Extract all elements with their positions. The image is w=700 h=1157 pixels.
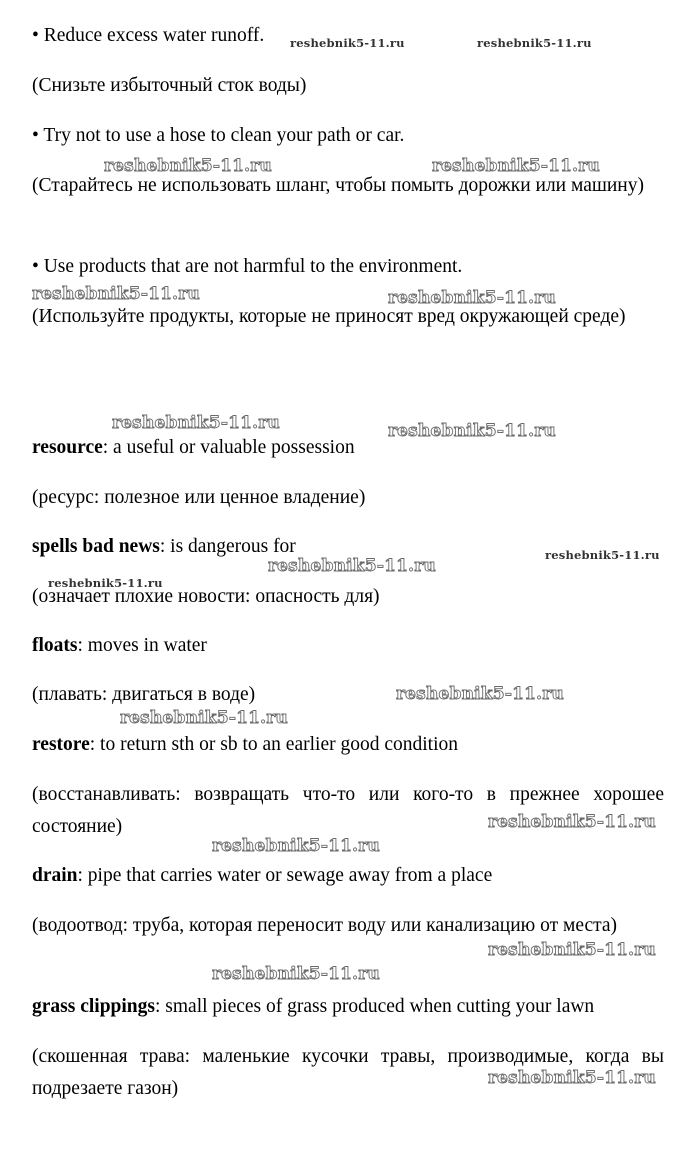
glossary-translation-floats: (плавать: двигаться в воде) xyxy=(32,684,256,705)
bullet-3-translation: (Используйте продукты, которые не приносят вред окружающей среде) xyxy=(32,306,626,327)
watermark: reshebnik5-11.ru xyxy=(488,1068,656,1088)
watermark: reshebnik5-11.ru xyxy=(396,684,564,704)
watermark: reshebnik5-11.ru xyxy=(32,284,200,304)
glossary-term: resource xyxy=(32,437,103,458)
bullet-2-text: • Try not to use a hose to clean your path or car. xyxy=(32,125,405,146)
glossary-definition: : to return sth or sb to an earlier good condition xyxy=(89,734,459,755)
watermark: reshebnik5-11.ru xyxy=(112,413,280,433)
glossary-entry-grass-clippings xyxy=(32,991,594,1023)
glossary-definition: : is dangerous for xyxy=(159,536,296,557)
glossary-translation-drain: (водоотвод: труба, которая переносит воду или канализацию от места) xyxy=(32,915,618,936)
bullet-1-text: • Reduce excess water runoff. xyxy=(32,25,265,46)
watermark: reshebnik5-11.ru xyxy=(120,708,288,728)
glossary-entry-resource xyxy=(32,432,355,464)
glossary-entry-floats xyxy=(32,630,207,662)
watermark: reshebnik5-11.ru xyxy=(388,421,556,441)
glossary-entry-spells-bad-news xyxy=(32,531,296,563)
watermark: reshebnik5-11.ru xyxy=(477,36,592,50)
glossary-definition: : a useful or valuable possession xyxy=(102,437,355,458)
watermark: reshebnik5-11.ru xyxy=(545,548,660,562)
glossary-term: grass clippings xyxy=(32,996,155,1017)
watermark: reshebnik5-11.ru xyxy=(432,156,600,176)
watermark: reshebnik5-11.ru xyxy=(488,940,656,960)
watermark: reshebnik5-11.ru xyxy=(488,812,656,832)
glossary-definition: : small pieces of grass produced when cutting your lawn xyxy=(155,996,595,1017)
watermark: reshebnik5-11.ru xyxy=(104,156,272,176)
watermark: reshebnik5-11.ru xyxy=(290,36,405,50)
glossary-entry-drain xyxy=(32,860,492,892)
glossary-entry-restore xyxy=(32,729,458,761)
watermark: reshebnik5-11.ru xyxy=(388,288,556,308)
glossary-term: spells bad news xyxy=(32,536,160,557)
glossary-translation-spells-bad-news: (означает плохие новости: опасность для) xyxy=(32,586,380,607)
glossary-term: floats xyxy=(32,635,78,656)
glossary-definition: : pipe that carries water or sewage away from a place xyxy=(77,865,493,886)
glossary-term: drain xyxy=(32,865,78,886)
watermark: reshebnik5-11.ru xyxy=(212,964,380,984)
glossary-term: restore xyxy=(32,734,90,755)
bullet-1-translation: (Снизьте избыточный сток воды) xyxy=(32,75,307,96)
glossary-definition: : moves in water xyxy=(77,635,207,656)
glossary-translation-resource: (ресурс: полезное или ценное владение) xyxy=(32,487,366,508)
watermark: reshebnik5-11.ru xyxy=(268,556,436,576)
bullet-2-translation: (Старайтесь не использовать шланг, чтобы помыть дорожки или машину) xyxy=(32,175,644,196)
watermark: reshebnik5-11.ru xyxy=(212,836,380,856)
glossary-translation-restore: (восстанавливать: возвращать что-то или кого-то в прежнее хорошее состояние) xyxy=(32,784,664,837)
watermark: reshebnik5-11.ru xyxy=(48,576,163,590)
bullet-3-text: • Use products that are not harmful to the environment. xyxy=(32,256,463,277)
glossary-translation-grass-clippings: (скошенная трава: маленькие кусочки травы, производимые, когда вы подрезаете газон) xyxy=(32,1046,664,1099)
